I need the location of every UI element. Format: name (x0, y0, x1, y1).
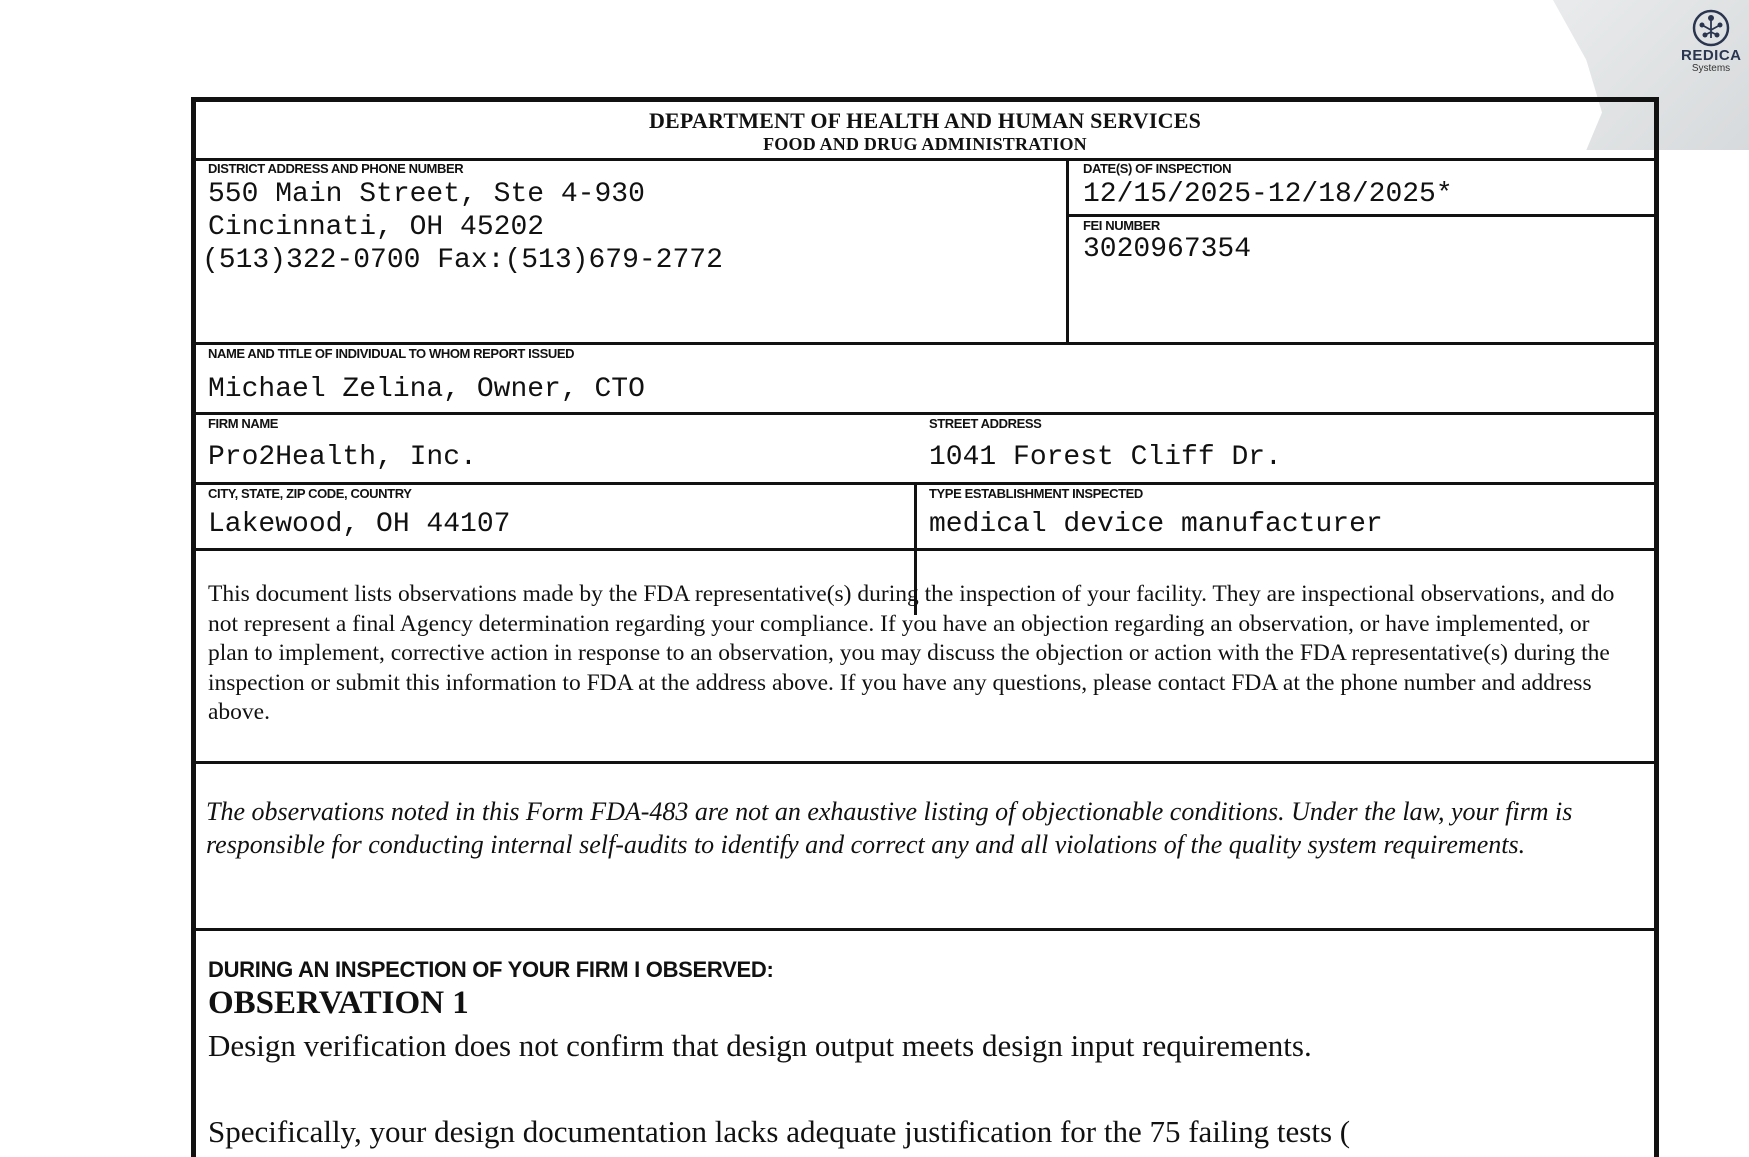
individual-value: Michael Zelina, Owner, CTO (208, 374, 645, 405)
observation-summary: Design verification does not confirm that design output meets design input requirements. (208, 1028, 1312, 1063)
rule (196, 928, 1654, 931)
observation-title: OBSERVATION 1 (208, 985, 469, 1021)
rule (196, 342, 1654, 345)
street-address-label: STREET ADDRESS (929, 416, 1042, 431)
fda-483-form (191, 97, 1659, 1157)
firm-name-value: Pro2Health, Inc. (208, 442, 477, 473)
agency-heading: FOOD AND DRUG ADMINISTRATION (763, 134, 1087, 154)
redica-logo (1681, 8, 1741, 74)
district-address-line1: 550 Main Street, Ste 4-930 (208, 179, 645, 210)
street-address-value: 1041 Forest Cliff Dr. (929, 442, 1282, 473)
rule (1066, 158, 1069, 343)
logo-subtitle: Systems (1691, 63, 1731, 74)
logo-name: REDICA (1681, 47, 1742, 64)
fei-label: FEI NUMBER (1083, 218, 1160, 233)
observation-detail-partial: Specifically, your design documentation lacks adequate justification for the 75 failing tests ( (208, 1114, 1351, 1149)
establishment-label: TYPE ESTABLISHMENT INSPECTED (929, 486, 1143, 501)
rule (196, 548, 1654, 551)
notice-paragraph: This document lists observations made by the FDA representative(s) during the inspection of your facility. They are inspectional observations, and do not represent a final Agency determination regarding your compliance. If you have an objection regarding an observation, or have implemented, or plan to implement, corrective action in response to an observation, you may discuss the objection or action with the FDA representative(s) during the inspection or submit this information to FDA at the address above. If you have any questions, please contact FDA at the phone number and address above. (208, 581, 1615, 725)
rule (196, 761, 1654, 764)
inspection-dates-label: DATE(S) OF INSPECTION (1083, 161, 1232, 176)
district-address-line2: Cincinnati, OH 45202 (208, 212, 545, 243)
district-phone: (513)322-0700 Fax:(513)679-2772 (202, 245, 723, 276)
individual-label: NAME AND TITLE OF INDIVIDUAL TO WHOM REPORT ISSUED (208, 346, 575, 361)
city-value: Lakewood, OH 44107 (208, 509, 511, 540)
rule (196, 412, 1654, 415)
observations-intro: DURING AN INSPECTION OF YOUR FIRM I OBSERVED: (208, 957, 774, 982)
rule (1066, 214, 1654, 217)
fei-value: 3020967354 (1083, 234, 1252, 265)
establishment-value: medical device manufacturer (929, 509, 1383, 540)
inspection-dates-value: 12/15/2025-12/18/2025* (1083, 179, 1453, 210)
firm-name-label: FIRM NAME (208, 416, 279, 431)
city-label: CITY, STATE, ZIP CODE, COUNTRY (208, 486, 412, 501)
rule (196, 482, 1654, 485)
department-heading: DEPARTMENT OF HEALTH AND HUMAN SERVICES (648, 108, 1202, 133)
district-label: DISTRICT ADDRESS AND PHONE NUMBER (208, 161, 464, 176)
network-tree-icon (1691, 8, 1731, 48)
disclaimer-paragraph: The observations noted in this Form FDA-483 are not an exhaustive listing of objectionable conditions. Under the law, your firm is responsible for conducting internal self-audits to identify and correct any and all violations of the quality system requirements. (206, 797, 1573, 859)
